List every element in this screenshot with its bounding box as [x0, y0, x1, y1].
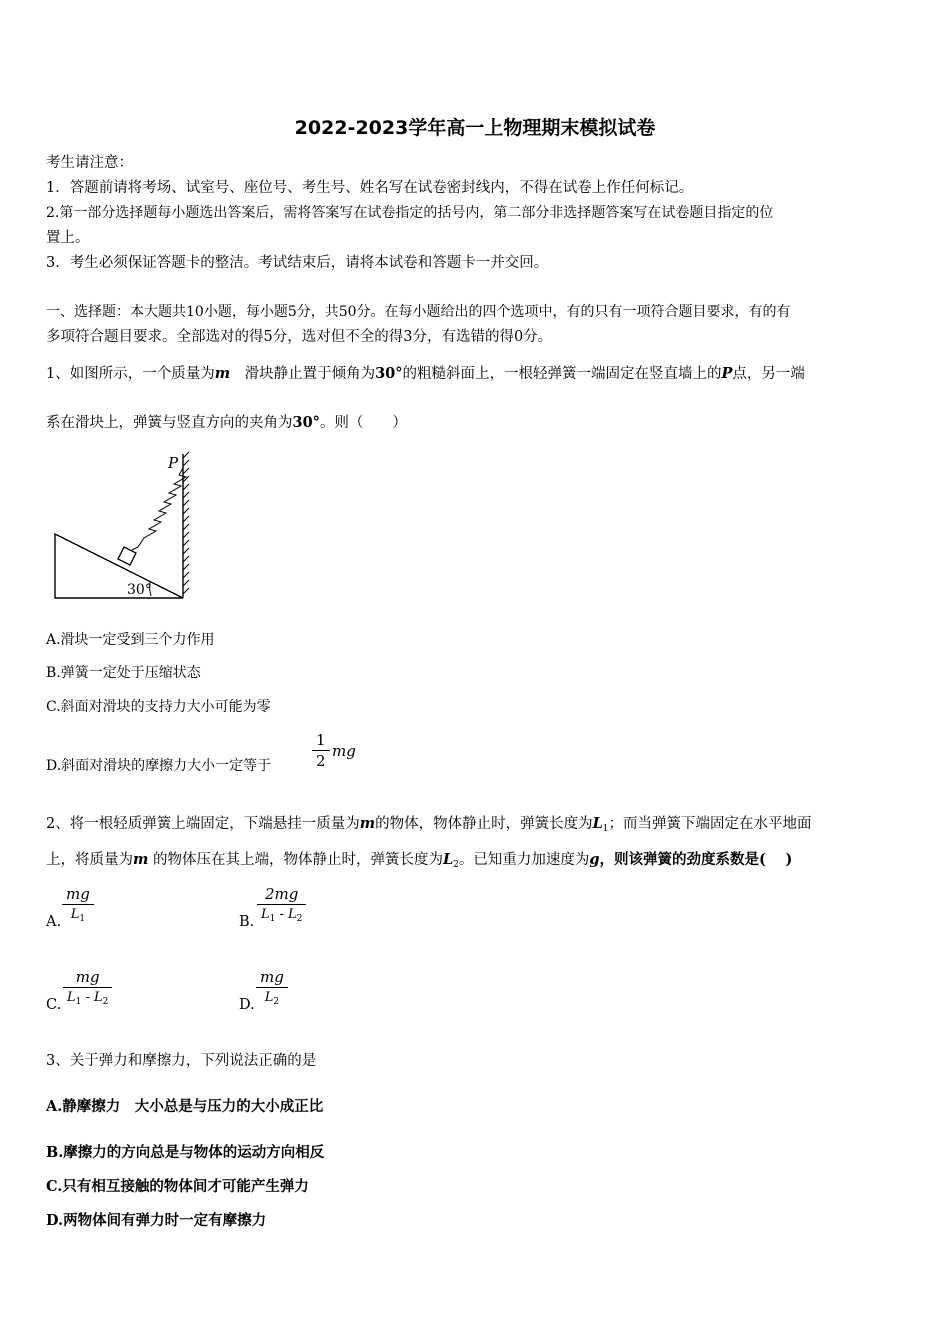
section-intro-line-1: 一、选择题：本大题共10小题，每小题5分，共50分。在每小题给出的四个选项中，有的只有一项符合题目要求，有的有 — [46, 304, 791, 320]
q2-stem-line-1: 2、将一根轻质弹簧上端固定，下端悬挂一质量为m的物体，物体静止时，弹簧长度为$L_1$；而当弹簧下端固定在水平地面 — [46, 815, 812, 834]
q2-option-d-label: D. — [239, 997, 255, 1013]
q1-option-d-fraction: 1 2 — [312, 730, 330, 771]
q1-stem-line-2: 系在滑块上，弹簧与竖直方向的夹角为30°。则（ ） — [46, 414, 407, 431]
notice-item-2-cont: 置上。 — [46, 230, 90, 246]
figure-label-p: P — [168, 454, 179, 472]
notice-item-1: 1．答题前请将考场、试室号、座位号、考生号、姓名写在试卷密封线内，不得在试卷上作任何标记。 — [46, 180, 694, 196]
figure-angle-label: 30° — [127, 582, 152, 598]
notice-heading: 考生请注意： — [46, 155, 133, 171]
q1-option-d: D.斜面对滑块的摩擦力大小一定等于 — [46, 758, 272, 774]
q2-option-c-fraction: mg $L_1 - L_2$ — [63, 967, 112, 1012]
q3-stem: 3、关于弹力和摩擦力，下列说法正确的是 — [46, 1053, 317, 1069]
q2-option-a-label: A. — [46, 914, 62, 930]
q3-option-d: D.两物体间有弹力时一定有摩擦力 — [46, 1212, 267, 1229]
q1-stem-line-1: 1、如图所示，一个质量为m 滑块静止置于倾角为30°的粗糙斜面上，一根轻弹簧一端固定在竖直墙上的P点，另一端 — [46, 365, 805, 382]
notice-item-3: 3．考生必须保证答题卡的整洁。考试结束后，请将本试卷和答题卡一并交回。 — [46, 255, 549, 271]
q2-option-d-fraction: mg $L_2$ — [256, 967, 288, 1012]
page-title: 2022-2023学年高一上物理期末模拟试卷 — [294, 117, 656, 139]
q3-option-b: B.摩擦力的方向总是与物体的运动方向相反 — [46, 1144, 325, 1161]
incline-triangle — [55, 534, 183, 598]
q1-option-b: B.弹簧一定处于压缩状态 — [46, 665, 201, 681]
wall-hatching — [183, 452, 189, 594]
spring — [132, 468, 186, 550]
q2-option-b-label: B. — [239, 914, 255, 930]
q3-option-a: A.静摩擦力 大小总是与压力的大小成正比 — [46, 1098, 324, 1115]
section-intro-line-2: 多项符合题目要求。全部选对的得5分，选对但不全的得3分，有选错的得0分。 — [46, 329, 553, 345]
q1-incline-figure — [50, 448, 200, 603]
q1-option-a: A.滑块一定受到三个力作用 — [46, 632, 215, 648]
q3-option-c: C.只有相互接触的物体间才可能产生弹力 — [46, 1178, 309, 1195]
q2-option-b-fraction: 2mg $L_1 - L_2$ — [257, 884, 306, 929]
q1-option-d-mg: mg — [332, 742, 356, 760]
q2-option-c-label: C. — [46, 997, 62, 1013]
notice-item-2: 2.第一部分选择题每小题选出答案后，需将答案写在试卷指定的括号内，第二部分非选择题答案写在试卷题目指定的位 — [46, 205, 774, 221]
q2-stem-line-2: 上，将质量为m 的物体压在其上端，物体静止时，弹簧长度为$L_2$。已知重力加速度为g，则该弹簧的劲度系数是( ) — [46, 851, 793, 870]
q2-option-a-fraction: mg $L_1$ — [62, 884, 94, 929]
q1-option-c: C.斜面对滑块的支持力大小可能为零 — [46, 699, 271, 715]
